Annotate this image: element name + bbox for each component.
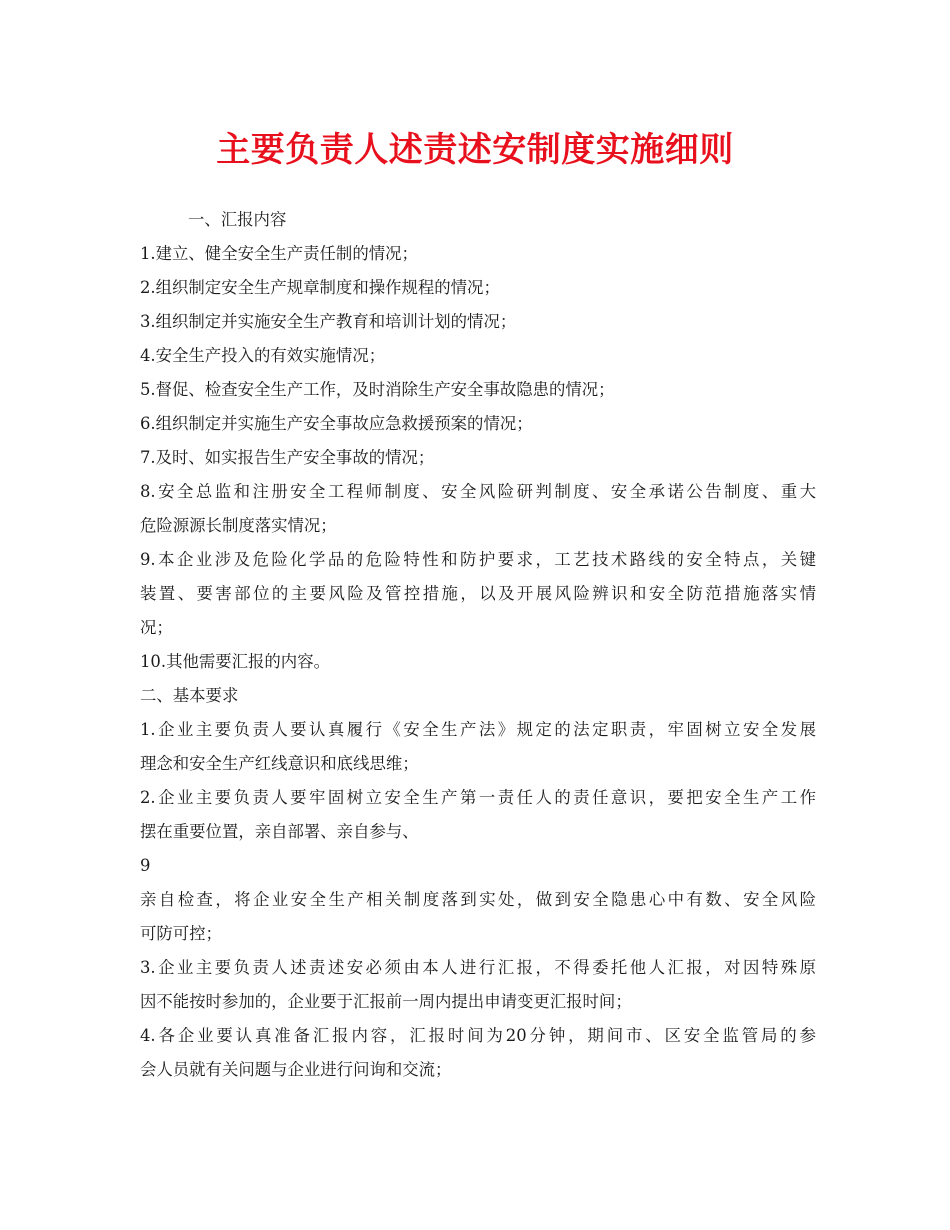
paragraph-line: 3.组织制定并实施安全生产教育和培训计划的情况； xyxy=(140,312,517,331)
paragraph-line: 2.组织制定安全生产规章制度和操作规程的情况； xyxy=(140,278,500,297)
document-body xyxy=(140,203,816,1087)
paragraph-line: 装置、要害部位的主要风险及管控措施，以及开展风险辨识和安全防范措施落实情 xyxy=(140,584,816,603)
paragraph-line: 况； xyxy=(140,618,173,637)
section-heading-report-content: 一、汇报内容 xyxy=(188,210,287,229)
document-title: 主要负责人述责述安制度实施细则 xyxy=(216,130,734,170)
paragraph-line: 理念和安全生产红线意识和底线思维； xyxy=(140,754,419,773)
paragraph-line: 因不能按时参加的，企业要于汇报前一周内提出申请变更汇报时间； xyxy=(140,992,632,1011)
paragraph-line: 10.其他需要汇报的内容。 xyxy=(140,652,330,671)
paragraph-line: 亲自检查，将企业安全生产相关制度落到实处，做到安全隐患心中有数、安全风险 xyxy=(140,890,816,909)
page-number: 9 xyxy=(140,856,151,875)
paragraph-line: 可防可控； xyxy=(140,924,222,943)
paragraph-line: 3.企业主要负责人述责述安必须由本人进行汇报，不得委托他人汇报，对因特殊原 xyxy=(140,958,816,977)
paragraph-line: 4.各企业要认真准备汇报内容，汇报时间为20分钟，期间市、区安全监管局的参 xyxy=(140,1026,816,1045)
paragraph-line: 9.本企业涉及危险化学品的危险特性和防护要求，工艺技术路线的安全特点，关键 xyxy=(140,550,816,569)
paragraph-line: 摆在重要位置，亲自部署、亲自参与、 xyxy=(140,822,419,841)
section-heading-basic-requirements: 二、基本要求 xyxy=(140,686,239,705)
paragraph-line: 5.督促、检查安全生产工作，及时消除生产安全事故隐患的情况； xyxy=(140,380,615,399)
paragraph-line: 7.及时、如实报告生产安全事故的情况； xyxy=(140,448,435,467)
paragraph-line: 8.安全总监和注册安全工程师制度、安全风险研判制度、安全承诺公告制度、重大 xyxy=(140,482,816,501)
paragraph-line: 会人员就有关问题与企业进行问询和交流； xyxy=(140,1060,452,1079)
paragraph-line: 2.企业主要负责人要牢固树立安全生产第一责任人的责任意识，要把安全生产工作 xyxy=(140,788,816,807)
paragraph-line: 6.组织制定并实施生产安全事故应急救援预案的情况； xyxy=(140,414,533,433)
paragraph-line: 危险源源长制度落实情况； xyxy=(140,516,337,535)
paragraph-line: 4.安全生产投入的有效实施情况； xyxy=(140,346,386,365)
paragraph-line: 1.企业主要负责人要认真履行《安全生产法》规定的法定职责，牢固树立安全发展 xyxy=(140,720,816,739)
paragraph-line: 1.建立、健全安全生产责任制的情况； xyxy=(140,244,418,263)
